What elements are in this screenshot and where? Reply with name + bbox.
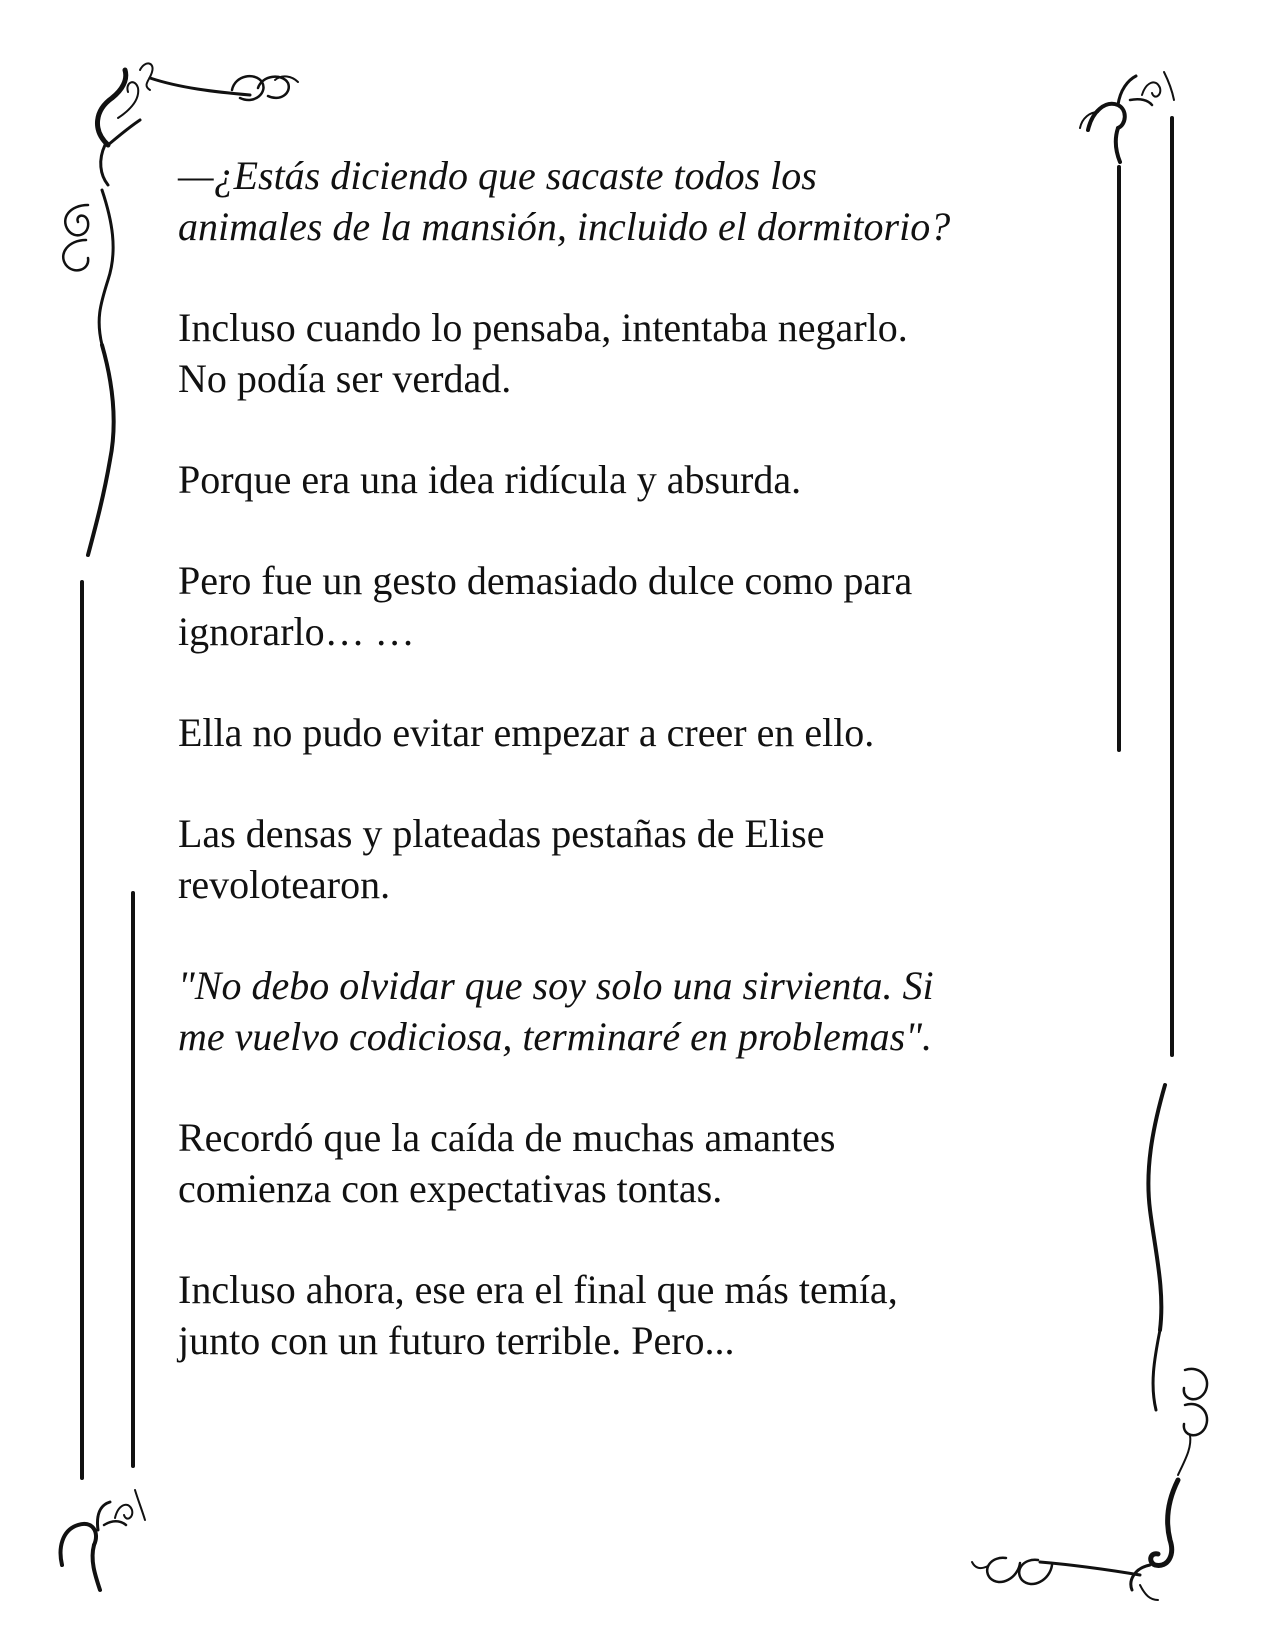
story-text bbox=[178, 150, 1138, 1416]
bottom-left-flourish-icon bbox=[61, 1490, 145, 1590]
paragraph: Incluso cuando lo pensaba, intentaba negarlo. No podía ser verdad. bbox=[178, 305, 908, 401]
paragraph: Las densas y plateadas pestañas de Elise revolotearon. bbox=[178, 811, 825, 907]
top-right-flourish-icon bbox=[1080, 72, 1174, 162]
paragraph: Porque era una idea ridícula y absurda. bbox=[178, 457, 802, 502]
paragraph: Incluso ahora, ese era el final que más temía, junto con un futuro terrible. Pero... bbox=[178, 1267, 898, 1363]
paragraph: "No debo olvidar que soy solo una sirvienta. Si me vuelvo codiciosa, terminaré en problemas". bbox=[178, 963, 934, 1059]
paragraph: —¿Estás diciendo que sacaste todos los animales de la mansión, incluido el dormitorio? bbox=[178, 153, 951, 249]
paragraph: Pero fue un gesto demasiado dulce como para ignorarlo… … bbox=[178, 558, 913, 654]
paragraph: Ella no pudo evitar empezar a creer en ello. bbox=[178, 710, 875, 755]
paragraph: Recordó que la caída de muchas amantes comienza con expectativas tontas. bbox=[178, 1115, 836, 1211]
